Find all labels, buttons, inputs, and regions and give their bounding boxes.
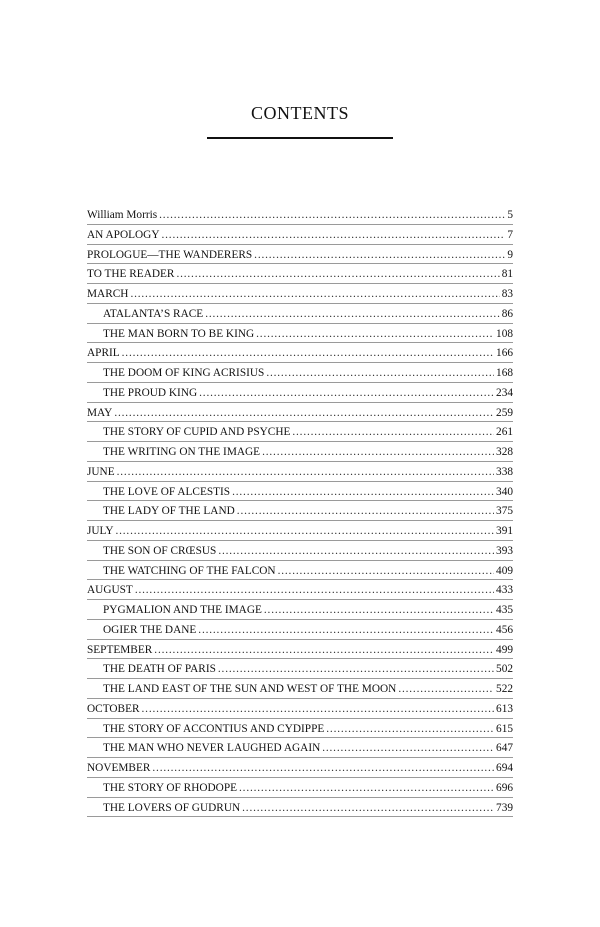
toc-entry[interactable] xyxy=(87,363,513,383)
dot-leader xyxy=(237,502,494,521)
dot-leader xyxy=(159,206,505,225)
toc-entry-page: 502 xyxy=(496,663,513,676)
dot-leader xyxy=(114,404,494,423)
toc-entry-label: AN APOLOGY xyxy=(87,228,160,241)
toc-entry-page: 456 xyxy=(496,623,513,636)
toc-entry-label: APRIL xyxy=(87,347,120,360)
toc-entry[interactable] xyxy=(87,245,513,265)
dot-leader xyxy=(239,779,494,798)
toc-entry-page: 615 xyxy=(496,722,513,735)
toc-entry-page: 168 xyxy=(496,367,513,379)
toc-entry-page: 499 xyxy=(496,643,513,656)
toc-entry[interactable] xyxy=(87,225,513,245)
dot-leader xyxy=(205,305,500,324)
dot-leader xyxy=(254,246,505,265)
dot-leader xyxy=(199,384,494,403)
dot-leader xyxy=(292,423,494,442)
toc-entry[interactable] xyxy=(87,798,513,818)
toc-entry[interactable] xyxy=(87,679,513,699)
toc-entry-label: THE STORY OF ACCONTIUS AND CYDIPPE xyxy=(103,722,325,735)
toc-entry[interactable] xyxy=(87,659,513,679)
toc-entry-label: THE WRITING ON THE IMAGE xyxy=(103,446,261,458)
toc-entry-page: 340 xyxy=(496,485,513,498)
toc-entry[interactable] xyxy=(87,778,513,798)
toc-entry[interactable] xyxy=(87,284,513,304)
toc-entry-page: 694 xyxy=(496,762,513,774)
toc-entry-page: 391 xyxy=(496,525,513,537)
toc-entry-page: 522 xyxy=(496,683,513,695)
dot-leader xyxy=(278,562,494,581)
dot-leader xyxy=(115,522,494,541)
toc-entry-label: ATALANTA’S RACE xyxy=(103,307,204,320)
dot-leader xyxy=(218,660,494,679)
toc-entry[interactable] xyxy=(87,501,513,521)
toc-entry[interactable] xyxy=(87,324,513,344)
toc-entry-label: PROLOGUE—THE WANDERERS xyxy=(87,248,253,261)
toc-entry[interactable] xyxy=(87,403,513,423)
dot-leader xyxy=(198,621,494,640)
toc-entry[interactable] xyxy=(87,482,513,502)
toc-entry-page: 166 xyxy=(496,347,513,360)
dot-leader xyxy=(218,542,494,561)
dot-leader xyxy=(130,285,499,304)
toc-entry-label: JUNE xyxy=(87,465,115,478)
toc-entry[interactable] xyxy=(87,521,513,541)
toc-entry-label: THE DOOM OF KING ACRISIUS xyxy=(103,367,265,379)
toc-entry[interactable] xyxy=(87,738,513,758)
toc-entry-label: THE MAN BORN TO BE KING xyxy=(103,327,255,340)
toc-entry-page: 261 xyxy=(496,426,513,439)
toc-entry-label: THE STORY OF RHODOPE xyxy=(103,781,238,794)
dot-leader xyxy=(398,680,494,699)
toc-entry[interactable] xyxy=(87,264,513,284)
toc-entry-page: 7 xyxy=(507,228,513,241)
dot-leader xyxy=(232,483,494,502)
toc-entry-label: OCTOBER xyxy=(87,702,140,715)
toc-entry[interactable] xyxy=(87,205,513,225)
table-of-contents xyxy=(87,205,513,817)
toc-entry[interactable] xyxy=(87,719,513,739)
page-title: CONTENTS xyxy=(251,103,349,123)
dot-leader xyxy=(152,759,494,778)
toc-entry-page: 409 xyxy=(496,564,513,577)
toc-entry[interactable] xyxy=(87,442,513,462)
toc-entry-page: 108 xyxy=(496,327,513,340)
toc-entry-label: JULY xyxy=(87,525,114,537)
dot-leader xyxy=(326,720,494,739)
toc-entry[interactable] xyxy=(87,422,513,442)
toc-entry[interactable] xyxy=(87,600,513,620)
toc-entry-page: 338 xyxy=(496,465,513,478)
dot-leader xyxy=(322,739,494,758)
dot-leader xyxy=(162,226,506,245)
toc-entry-label: THE MAN WHO NEVER LAUGHED AGAIN xyxy=(103,742,321,755)
toc-entry-page: 433 xyxy=(496,584,513,597)
toc-entry-page: 613 xyxy=(496,702,513,715)
dot-leader xyxy=(256,325,494,344)
toc-entry-page: 81 xyxy=(501,268,513,281)
toc-entry-label: MAY xyxy=(87,406,113,419)
toc-entry-label: THE SON OF CRŒSUS xyxy=(103,544,217,557)
toc-entry-page: 234 xyxy=(496,386,513,399)
dot-leader xyxy=(266,364,494,383)
toc-entry-label: SEPTEMBER xyxy=(87,643,153,656)
toc-entry-label: MARCH xyxy=(87,288,129,300)
toc-entry[interactable] xyxy=(87,758,513,778)
toc-entry[interactable] xyxy=(87,343,513,363)
toc-entry-label: THE PROUD KING xyxy=(103,386,198,399)
dot-leader xyxy=(122,344,494,363)
toc-entry-label: William Morris xyxy=(87,209,158,221)
toc-entry-label: THE LAND EAST OF THE SUN AND WEST OF THE MOON xyxy=(103,683,397,695)
toc-entry[interactable] xyxy=(87,383,513,403)
toc-entry-page: 83 xyxy=(501,288,513,300)
dot-leader xyxy=(176,265,499,284)
dot-leader xyxy=(242,799,494,818)
toc-entry-page: 696 xyxy=(496,781,513,794)
toc-entry-page: 259 xyxy=(496,406,513,419)
dot-leader xyxy=(135,581,494,600)
toc-entry[interactable] xyxy=(87,462,513,482)
toc-entry-page: 86 xyxy=(501,307,513,320)
toc-entry[interactable] xyxy=(87,640,513,660)
toc-entry-label: NOVEMBER xyxy=(87,762,151,774)
toc-entry-page: 328 xyxy=(496,446,513,458)
toc-entry-page: 9 xyxy=(507,248,513,261)
toc-entry-label: THE STORY OF CUPID AND PSYCHE xyxy=(103,426,291,439)
toc-entry-page: 5 xyxy=(507,209,513,221)
dot-leader xyxy=(142,700,495,719)
toc-entry-page: 375 xyxy=(496,505,513,518)
toc-entry-page: 435 xyxy=(496,604,513,616)
toc-entry-label: THE LADY OF THE LAND xyxy=(103,505,235,518)
toc-entry[interactable] xyxy=(87,620,513,640)
toc-entry[interactable] xyxy=(87,541,513,561)
dot-leader xyxy=(262,443,494,462)
toc-entry[interactable] xyxy=(87,699,513,719)
toc-entry[interactable] xyxy=(87,304,513,324)
toc-entry-label: THE LOVERS OF GUDRUN xyxy=(103,801,241,814)
title-rule xyxy=(207,137,393,139)
toc-entry-label: TO THE READER xyxy=(87,268,175,281)
toc-entry-label: AUGUST xyxy=(87,584,133,597)
toc-entry-label: THE LOVE OF ALCESTIS xyxy=(103,485,231,498)
dot-leader xyxy=(154,641,494,660)
toc-entry[interactable] xyxy=(87,561,513,581)
toc-entry-label: THE DEATH OF PARIS xyxy=(103,663,216,676)
dot-leader xyxy=(117,463,494,482)
toc-entry-label: THE WATCHING OF THE FALCON xyxy=(103,564,276,577)
toc-entry-label: OGIER THE DANE xyxy=(103,623,197,636)
toc-entry-page: 393 xyxy=(496,544,513,557)
toc-entry-page: 739 xyxy=(496,801,513,814)
toc-entry-label: PYGMALION AND THE IMAGE xyxy=(103,604,262,616)
toc-entry[interactable] xyxy=(87,580,513,600)
dot-leader xyxy=(264,601,494,620)
toc-entry-page: 647 xyxy=(496,742,513,755)
